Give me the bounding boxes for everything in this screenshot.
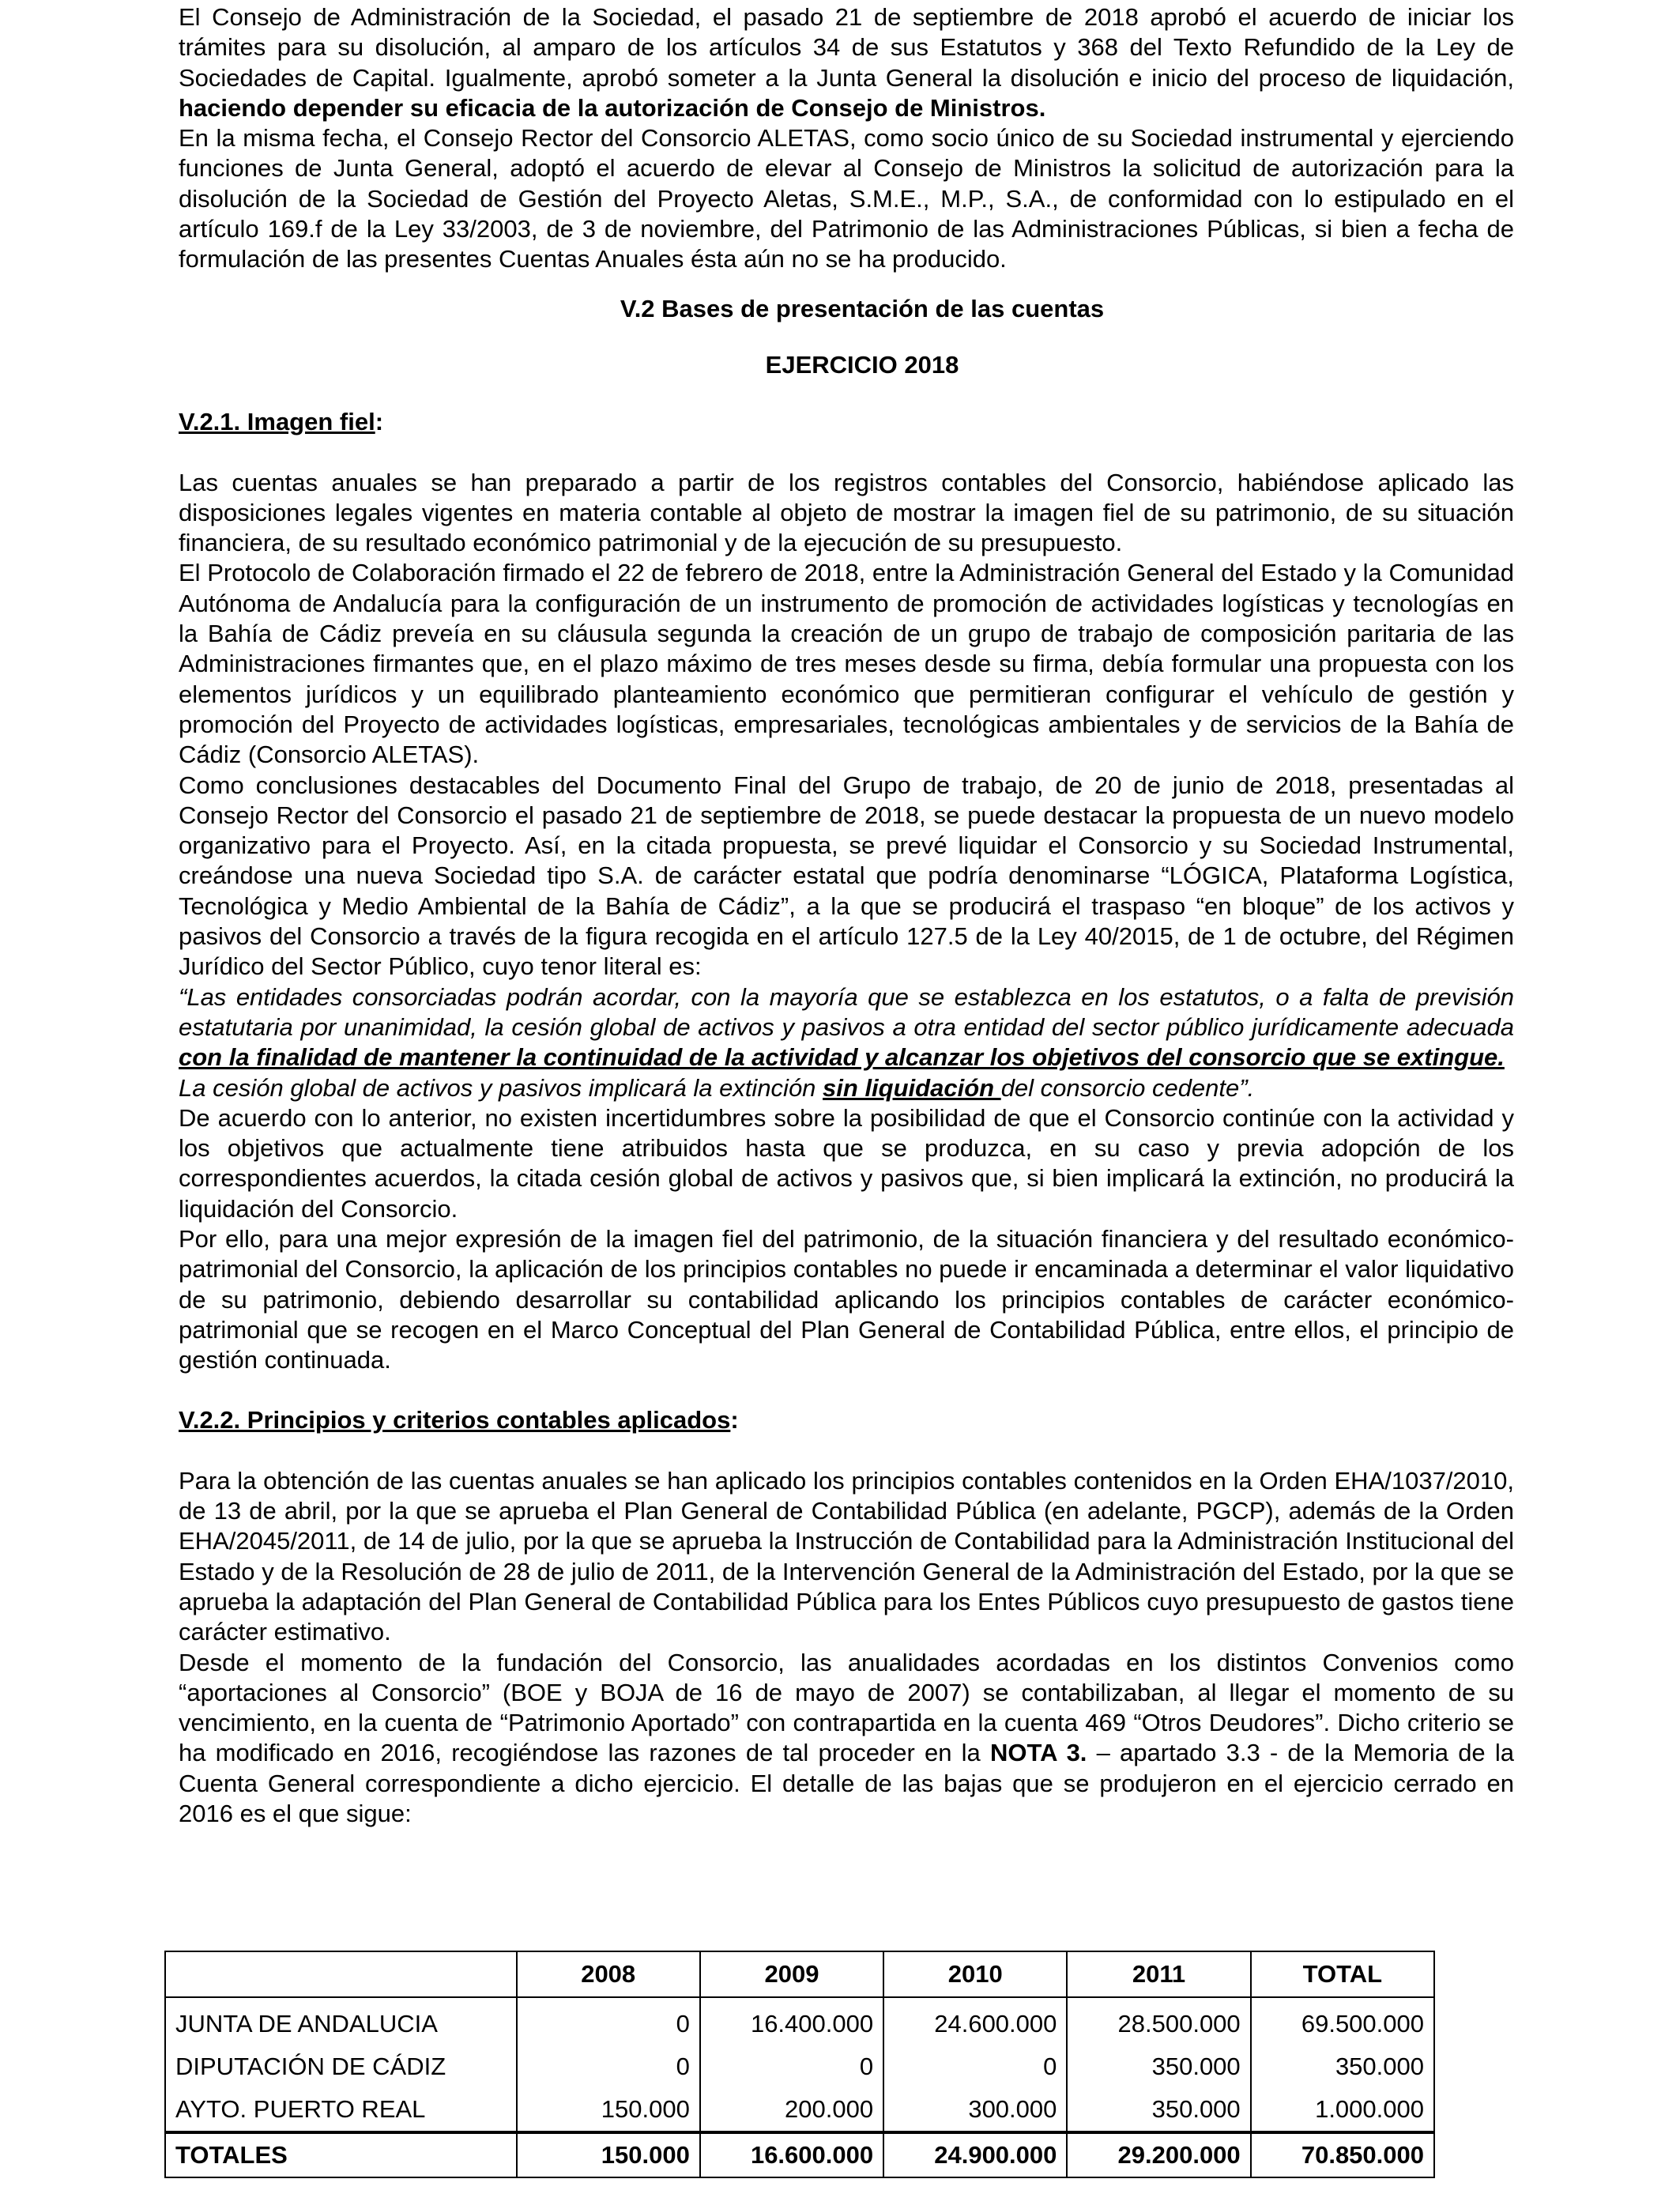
document-page <box>175 0 1514 2169</box>
table-cell: 350.000 <box>1251 2045 1434 2088</box>
quote-emphasis: con la finalidad de mantener la continuidad de la actividad y alcanzar los objetivos del consorcio que se extingue. <box>179 1043 1505 1072</box>
heading-colon: : <box>730 1406 739 1434</box>
table-row <box>165 2045 1434 2088</box>
heading-colon: : <box>375 408 384 436</box>
table-cell: 0 <box>700 2045 883 2088</box>
bold-text: NOTA 3. <box>990 1739 1087 1767</box>
table-cell: 0 <box>517 2045 700 2088</box>
table-cell: 24.600.000 <box>883 1997 1067 2045</box>
quote-ley <box>179 982 1514 1073</box>
table-header-cell: TOTAL <box>1251 1951 1434 1997</box>
paragraph-cuentas-anuales: Las cuentas anuales se han preparado a partir de los registros contables del Consorcio, habiéndose aplicado las disposiciones legales vigentes en materia contable al objeto de mostrar la imagen fiel de su patrimonio, de su situación financiera, de su resultado económico patrimonial y de la ejecución de su presupuesto. <box>179 468 1514 557</box>
table-cell-total: 24.900.000 <box>883 2132 1067 2177</box>
paragraph-fundacion <box>179 1648 1514 1830</box>
table-header-cell: 2011 <box>1067 1951 1250 1997</box>
quote-text: del consorcio cedente”. <box>1000 1073 1255 1102</box>
table-row <box>165 2088 1434 2132</box>
table-cell: 16.400.000 <box>700 1997 883 2045</box>
table-cell-entity: AYTO. PUERTO REAL <box>165 2088 517 2132</box>
paragraph-text: – apartado 3.3 - de la Memoria de la Cuenta General correspondiente a dicho ejercicio. El detalle de las bajas que se produjeron en el ejercicio cerrado en 2016 es el que sigue: <box>179 1739 1514 1828</box>
table-cell-entity: JUNTA DE ANDALUCIA <box>165 1997 517 2045</box>
table-header-row <box>165 1951 1434 1997</box>
table-header-cell: 2008 <box>517 1951 700 1997</box>
paragraph-consejo-rector: En la misma fecha, el Consejo Rector del Consorcio ALETAS, como socio único de su Sociedad instrumental y ejerciendo funciones de Junta General, adoptó el acuerdo de elevar al Consejo de Ministros la solicitud de autorización para la disolución de la Sociedad de Gestión del Proyecto Aletas, S.M.E., M.P., S.A., de conformidad con lo estipulado en el artículo 169.f de la Ley 33/2003, de 3 de noviembre, del Patrimonio de las Administraciones Públicas, si bien a fecha de formulación de las presentes Cuentas Anuales ésta aún no se ha producido. <box>179 124 1514 273</box>
bold-text: haciendo depender su eficacia de la autorización de Consejo de Ministros. <box>179 93 1046 122</box>
quote-text: La cesión global de activos y pasivos implicará la extinción <box>179 1073 823 1102</box>
paragraph-imagen-fiel: Por ello, para una mejor expresión de la imagen fiel del patrimonio, de la situación financiera y del resultado económico-patrimonial del Consorcio, la aplicación de los principios contables no puede ir encaminada a determinar el valor liquidativo de su patrimonio, debiendo desarrollar su contabilidad aplicando los principios contables de carácter económico-patrimonial que se recogen en el Marco Conceptual del Plan General de Contabilidad Pública, entre ellos, el principio de gestión continuada. <box>179 1224 1514 1374</box>
table-cell: 150.000 <box>517 2088 700 2132</box>
quote-text: “Las entidades consorciadas podrán acordar, con la mayoría que se establezca en los estatutos, o a falta de previsión estatutaria por unanimidad, la cesión global de activos y pasivos a otra entidad del sector público jurídicamente adecuada <box>179 982 1514 1041</box>
heading-imagen-fiel <box>179 407 1514 437</box>
paragraph-obtencion: Para la obtención de las cuentas anuales se han aplicado los principios contables contenidos en la Orden EHA/1037/2010, de 13 de abril, por la que se aprueba el Plan General de Contabilidad Pública (en adelante, PGCP), además de la Orden EHA/2045/2011, de 14 de julio, por la que se aprueba la Instrucción de Contabilidad para la Administración Institucional del Estado y de la Resolución de 28 de julio de 2011, de la Intervención General de la Administración del Estado, por la que se aprueba la adaptación del Plan General de Contabilidad Pública para los Entes Públicos cuyo presupuesto de gastos tiene carácter estimativo. <box>179 1466 1514 1646</box>
heading-text: V.2.2. Principios y criterios contables aplicados <box>179 1406 731 1434</box>
paragraph-dissolution <box>179 0 1514 123</box>
table-cell: 0 <box>517 1997 700 2045</box>
table-cell-total: 150.000 <box>517 2132 700 2177</box>
table-header-cell: 2009 <box>700 1951 883 1997</box>
paragraph-incertidumbres: De acuerdo con lo anterior, no existen incertidumbres sobre la posibilidad de que el Consorcio continúe con la actividad y los objetivos que actualmente tiene atribuidos hasta que se produzca, en su caso y previa adopción de los correspondientes acuerdos, la citada cesión global de activos y pasivos que, si bien implicará la extinción, no producirá la liquidación del Consorcio. <box>179 1103 1514 1223</box>
table-cell-total: 70.850.000 <box>1251 2132 1434 2177</box>
quote-cesion <box>179 1073 1514 1103</box>
paragraph-text: El Consejo de Administración de la Sociedad, el pasado 21 de septiembre de 2018 aprobó el acuerdo de iniciar los trámites para su disolución, al amparo de los artículos 34 de sus Estatutos y 368 del Texto Refundido de la Ley de Sociedades de Capital. Igualmente, aprobó someter a la Junta General la disolución e inicio del proceso de liquidación, <box>179 3 1514 92</box>
table-cell: 350.000 <box>1067 2088 1250 2132</box>
quote-emphasis: sin liquidación <box>823 1073 1001 1102</box>
heading-principios <box>179 1405 1514 1435</box>
table-header-cell <box>165 1951 517 1997</box>
table-cell: 200.000 <box>700 2088 883 2132</box>
section-title: V.2 Bases de presentación de las cuentas <box>620 294 1105 322</box>
table-cell-total: 29.200.000 <box>1067 2132 1250 2177</box>
table-cell-entity: DIPUTACIÓN DE CÁDIZ <box>165 2045 517 2088</box>
table-cell: 1.000.000 <box>1251 2088 1434 2132</box>
paragraph-conclusiones: Como conclusiones destacables del Documento Final del Grupo de trabajo, de 20 de junio de 2018, presentadas al Consejo Rector del Consorcio el pasado 21 de septiembre de 2018, se puede destacar la propuesta de un nuevo modelo organizativo para el Proyecto. Así, en la citada propuesta, se prevé liquidar el Consorcio y su Sociedad Instrumental, creándose una nueva Sociedad tipo S.A. de carácter estatal que podría denominarse “LÓGICA, Plataforma Logística, Tecnológica y Medio Ambiental de la Bahía de Cádiz”, a la que se producirá el traspaso “en bloque” de los activos y pasivos del Consorcio a través de la figura recogida en el artículo 127.5 de la Ley 40/2015, de 1 de octubre, del Régimen Jurídico del Sector Público, cuyo tenor literal es: <box>179 771 1514 981</box>
table-row <box>165 1997 1434 2045</box>
year-title: EJERCICIO 2018 <box>765 350 959 379</box>
table-cell: 350.000 <box>1067 2045 1250 2088</box>
table-cell-total: 16.600.000 <box>700 2132 883 2177</box>
table-cell: 0 <box>883 2045 1067 2088</box>
table-cell: 28.500.000 <box>1067 1997 1250 2045</box>
paragraph-protocolo: El Protocolo de Colaboración firmado el 22 de febrero de 2018, entre la Administración General del Estado y la Comunidad Autónoma de Andalucía para la configuración de un instrumento de promoción de actividades logísticas y tecnologías en la Bahía de Cádiz preveía en su cláusula segunda la creación de un grupo de trabajo de composición paritaria de las Administraciones firmantes que, en el plazo máximo de tres meses desde su firma, debía formular una propuesta con los elementos jurídicos y un equilibrado planteamiento económico que permitieran configurar el vehículo de gestión y promoción del Proyecto de actividades logísticas, empresariales, tecnológicas ambientales y de servicios de la Bahía de Cádiz (Consorcio ALETAS). <box>179 559 1514 769</box>
paragraph-text: Desde el momento de la fundación del Consorcio, las anualidades acordadas en los distintos Convenios como “aportaciones al Consorcio” (BOE y BOJA de 16 de mayo de 2007) se contabilizaban, al llegar el momento de su vencimiento, en la cuenta de “Patrimonio Aportado” con contrapartida en la cuenta 469 “Otros Deudores”. Dicho criterio se ha modificado en 2016, recogiéndose las razones de tal proceder en la <box>179 1648 1514 1767</box>
table-cell: 300.000 <box>883 2088 1067 2132</box>
table-totals-row <box>165 2132 1434 2177</box>
heading-text: V.2.1. Imagen fiel <box>179 408 375 436</box>
bajas-table <box>164 1951 1435 2178</box>
table-cell-totals-label: TOTALES <box>165 2132 517 2177</box>
table-header-cell: 2010 <box>883 1951 1067 1997</box>
table-cell: 69.500.000 <box>1251 1997 1434 2045</box>
